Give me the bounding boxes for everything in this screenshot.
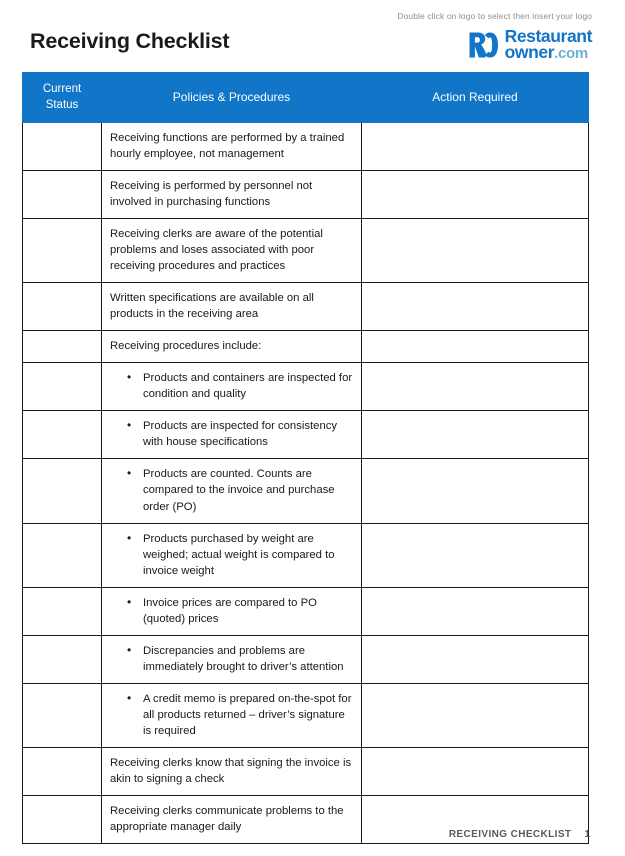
table-row — [23, 683, 589, 747]
cell-action-required[interactable] — [362, 171, 589, 219]
table-row — [23, 587, 589, 635]
policy-bullet-item: • Discrepancies and problems are immediately brought to driver’s attention — [126, 643, 353, 675]
cell-current-status[interactable] — [23, 587, 102, 635]
policy-bullet-item: • A credit memo is prepared on-the-spot for all products returned – driver’s signature is required — [126, 691, 353, 739]
table-row — [23, 363, 589, 411]
table-row — [23, 283, 589, 331]
cell-policy-procedure: Written specifications are available on all products in the receiving area — [102, 283, 362, 331]
table-body — [23, 123, 589, 844]
footer-page-number: 1 — [584, 829, 590, 840]
cell-current-status[interactable] — [23, 411, 102, 459]
cell-policy-procedure: Receiving clerks communicate problems to the appropriate manager daily — [102, 795, 362, 843]
cell-action-required[interactable] — [362, 635, 589, 683]
page-title: Receiving Checklist — [30, 29, 230, 53]
cell-policy-procedure: Receiving clerks are aware of the potential problems and loses associated with poor receiving procedures and practices — [102, 219, 362, 283]
table-row — [23, 123, 589, 171]
cell-current-status[interactable] — [23, 459, 102, 523]
policy-bullet-item: • Products and containers are inspected for condition and quality — [126, 370, 353, 402]
cell-policy-procedure — [102, 363, 362, 411]
column-header-current-status-line1: Current — [42, 82, 82, 95]
cell-policy-procedure — [102, 683, 362, 747]
brand-word-dotcom: .com — [554, 45, 588, 63]
cell-action-required[interactable] — [362, 283, 589, 331]
cell-policy-procedure: Receiving functions are performed by a trained hourly employee, not management — [102, 123, 362, 171]
table-header — [23, 73, 589, 123]
table-row — [23, 411, 589, 459]
column-header-action-required: Action Required — [362, 73, 589, 123]
cell-action-required[interactable] — [362, 523, 589, 587]
cell-action-required[interactable] — [362, 123, 589, 171]
cell-action-required[interactable] — [362, 587, 589, 635]
table-row — [23, 219, 589, 283]
table-row — [23, 459, 589, 523]
cell-policy-procedure: Receiving is performed by personnel not involved in purchasing functions — [102, 171, 362, 219]
column-header-current-status-line2: Status — [45, 98, 79, 111]
logo-instruction-note: Double click on logo to select then insert your logo — [397, 11, 592, 21]
cell-policy-procedure — [102, 523, 362, 587]
cell-action-required[interactable] — [362, 411, 589, 459]
column-header-policies-procedures: Policies & Procedures — [102, 73, 362, 123]
table-row — [23, 331, 589, 363]
table-row — [23, 523, 589, 587]
cell-policy-procedure — [102, 411, 362, 459]
cell-current-status[interactable] — [23, 747, 102, 795]
brand-wordmark — [505, 28, 592, 62]
cell-action-required[interactable] — [362, 331, 589, 363]
cell-action-required[interactable] — [362, 683, 589, 747]
brand-logo[interactable] — [468, 28, 592, 62]
policy-bullet-item: • Invoice prices are compared to PO (quoted) prices — [126, 595, 353, 627]
cell-current-status[interactable] — [23, 171, 102, 219]
document-header — [0, 0, 625, 72]
receiving-checklist-table — [22, 72, 589, 844]
cell-action-required[interactable] — [362, 459, 589, 523]
cell-current-status[interactable] — [23, 123, 102, 171]
cell-current-status[interactable] — [23, 635, 102, 683]
table-row — [23, 747, 589, 795]
cell-policy-procedure: Receiving clerks know that signing the invoice is akin to signing a check — [102, 747, 362, 795]
cell-policy-procedure: Receiving procedures include: — [102, 331, 362, 363]
cell-policy-procedure — [102, 459, 362, 523]
cell-current-status[interactable] — [23, 219, 102, 283]
document-footer — [0, 829, 625, 840]
cell-current-status[interactable] — [23, 523, 102, 587]
cell-action-required[interactable] — [362, 747, 589, 795]
table-row — [23, 635, 589, 683]
cell-action-required[interactable] — [362, 363, 589, 411]
policy-bullet-item: • Products purchased by weight are weighed; actual weight is compared to invoice weight — [126, 531, 353, 579]
cell-action-required[interactable] — [362, 219, 589, 283]
cell-policy-procedure — [102, 635, 362, 683]
footer-title: RECEIVING CHECKLIST — [448, 829, 572, 840]
brand-word-owner: owner — [504, 42, 555, 63]
ro-monogram-icon — [468, 31, 499, 59]
table-row — [23, 171, 589, 219]
policy-bullet-item: • Products are counted. Counts are compared to the invoice and purchase order (PO) — [126, 466, 353, 514]
brand-line-restaurant: Restaurant — [504, 26, 592, 46]
cell-current-status[interactable] — [23, 283, 102, 331]
cell-current-status[interactable] — [23, 683, 102, 747]
cell-current-status[interactable] — [23, 331, 102, 363]
column-header-current-status — [23, 73, 102, 123]
table-header-row — [23, 73, 589, 123]
brand-line-owner-dotcom — [505, 44, 592, 61]
cell-policy-procedure — [102, 587, 362, 635]
policy-bullet-item: • Products are inspected for consistency with house specifications — [126, 418, 353, 450]
cell-current-status[interactable] — [23, 363, 102, 411]
